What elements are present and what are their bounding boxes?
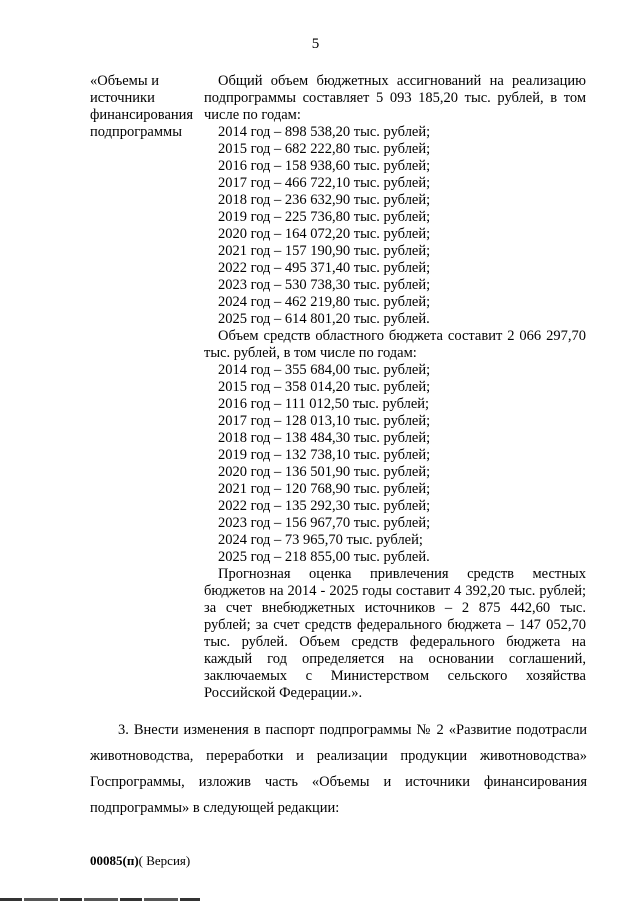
total-by-year-list	[204, 124, 586, 328]
total-year-line: 2023 год – 530 738,30 тыс. рублей;	[218, 277, 431, 293]
regional-year-line: 2017 год – 128 013,10 тыс. рублей;	[218, 413, 431, 429]
regional-year-line: 2024 год – 73 965,70 тыс. рублей;	[218, 532, 423, 548]
regional-year-line: 2018 год – 138 484,30 тыс. рублей;	[218, 430, 431, 446]
label-line: источники	[90, 90, 155, 106]
regional-year-line: 2014 год – 355 684,00 тыс. рублей;	[218, 362, 431, 378]
total-year-line: 2019 год – 225 736,80 тыс. рублей;	[218, 209, 431, 225]
total-year-line: 2018 год – 236 632,90 тыс. рублей;	[218, 192, 431, 208]
total-year-line: 2015 год – 682 222,80 тыс. рублей;	[218, 141, 431, 157]
total-year-line: 2022 год – 495 371,40 тыс. рублей;	[218, 260, 431, 276]
total-year-line: 2021 год – 157 190,90 тыс. рублей;	[218, 243, 431, 259]
regional-year-line: 2016 год – 111 012,50 тыс. рублей;	[218, 396, 430, 412]
total-year-line: 2020 год – 164 072,20 тыс. рублей;	[218, 226, 431, 242]
regional-year-line: 2025 год – 218 855,00 тыс. рублей.	[218, 549, 430, 565]
label-line: «Объемы и	[90, 73, 159, 89]
total-year-line: 2017 год – 466 722,10 тыс. рублей;	[218, 175, 431, 191]
document-version: ( Версия)	[138, 853, 191, 868]
regional-year-line: 2023 год – 156 967,70 тыс. рублей;	[218, 515, 431, 531]
document-code-number: 00085(п)	[90, 853, 139, 868]
total-year-line: 2025 год – 614 801,20 тыс. рублей.	[218, 311, 430, 327]
regional-year-line: 2021 год – 120 768,90 тыс. рублей;	[218, 481, 431, 497]
bottom-scan-rule	[0, 898, 200, 901]
passport-row-label	[90, 73, 202, 141]
total-funding-paragraph: Общий объем бюджетных ассигнований на реализацию подпрограммы составляет 5 093 185,20 тыс. рублей, в том числе по годам:	[204, 73, 586, 123]
regional-year-line: 2019 год – 132 738,10 тыс. рублей;	[218, 447, 431, 463]
document-code	[90, 853, 190, 869]
passport-row-content	[204, 73, 586, 702]
section-3-paragraph: 3. Внести изменения в паспорт подпрограммы № 2 «Развитие подотрасли животноводства, переработки и реализации продукции животноводства» Госпрограммы, изложив часть «Объемы и источники финансирования подпрограммы» в следующей редакции:	[90, 722, 587, 816]
regional-year-line: 2015 год – 358 014,20 тыс. рублей;	[218, 379, 431, 395]
label-line: финансирования	[90, 107, 194, 123]
regional-funding-paragraph: Объем средств областного бюджета составит 2 066 297,70 тыс. рублей, в том числе по годам:	[204, 328, 586, 361]
regional-year-line: 2022 год – 135 292,30 тыс. рублей;	[218, 498, 431, 514]
page-number: 5	[311, 36, 320, 52]
total-year-line: 2024 год – 462 219,80 тыс. рублей;	[218, 294, 431, 310]
total-year-line: 2016 год – 158 938,60 тыс. рублей;	[218, 158, 431, 174]
label-line: подпрограммы	[90, 124, 182, 140]
forecast-paragraph: Прогнозная оценка привлечения средств местных бюджетов на 2014 - 2025 годы составит 4 392,20 тыс. рублей; за счет внебюджетных источников – 2 875 442,60 тыс. рублей; за счет средств федерального бюджета – 147 052,70 тыс. рублей. Объем средств федерального бюджета на каждый год определяется на основании соглашений, заключаемых с Министерством сельского хозяйства Российской Федерации.».	[204, 566, 586, 701]
regional-year-line: 2020 год – 136 501,90 тыс. рублей;	[218, 464, 431, 480]
regional-by-year-list	[204, 362, 586, 566]
total-year-line: 2014 год – 898 538,20 тыс. рублей;	[218, 124, 431, 140]
